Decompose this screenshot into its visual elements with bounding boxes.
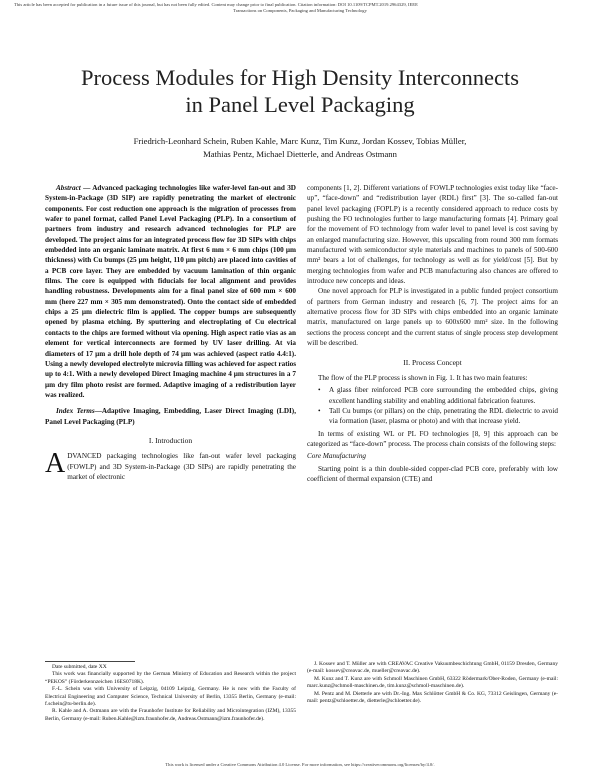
authors-line-1: Friedrich-Leonhard Schein, Ruben Kahle, Marc Kunz, Tim Kunz, Jordan Kossev, Tobias Müller, [133,136,467,146]
license-footer: This work is licensed under a Creative Commons Attribution 4.0 License. For more information, see https://creativecommons.org/licenses/by/4.0/. [165,762,435,767]
authors-line-2: Mathias Pentz, Michael Dietterle, and Andreas Ostmann [203,149,397,159]
footnote-rule [45,661,135,662]
index-terms [45,406,296,427]
footnotes-right [307,661,558,705]
section-heading-introduction: I. Introduction [148,435,193,445]
footnote: This work was financially supported by the German Ministry of Education and Research within the project “PEKOS” (Förderkennzeichen 16ES0718K). [45,671,296,685]
author-list [60,135,540,161]
feature-list [307,385,558,426]
footnote: J. Kossev and T. Müller are with CREAVAC Creative Vakuumbeschichtung GmbH, 01159 Dresden, Germany (e-mail: kossev@creavac.de, mueller@creavac.de). [307,661,558,675]
feature-list-item: • Tall Cu bumps (or pillars) on the chip, penetrating the RDL dielectric to avoid via formation (laser, plasma or photo) and with that increase yield. [329,406,558,427]
header-line-1: This article has been accepted for publication in a future issue of this journal, but has not been fully edited. Content may change prior to final publication. Citation information: DOI 10.1109/TCPMT.2019.2964329, IEEE [14,2,418,7]
abstract-label: Abstract [56,184,81,192]
left-column [45,183,296,482]
journal-header [14,2,586,15]
feature-list-item: • A glass fiber reinforced PCB core surrounding the embedded chips, giving excellent handling stability and enabling additional fabrication features. [329,385,558,406]
index-terms-text: —Adaptive Imaging, Embedding, Laser Direct Imaging (LDI), Panel Level Packaging (PLP) [45,407,296,426]
header-line-2: Transactions on Components, Packaging and Manufacturing Technology [233,8,367,14]
intro-text: DVANCED packaging technologies like fan-out wafer level packaging (FOWLP) and 3D System-in-Package (3D SIPs) are rapidly penetrating the market of electronic [67,452,296,481]
footnote: Date submitted, date XX [52,664,107,670]
footnote: M. Pentz and M. Dietterle are with Dr.-Ing. Max Schlötter GmbH & Co. KG, 73312 Geislingen, Germany (e-mail: pentz@schloetter.de, dietterle@schloetter.de). [307,690,558,705]
footnote: F.-L. Schein was with University of Leipzig, 04109 Leipzig, Germany. He is now with the Faculty of Electrical Engineering and Computer Science, Technical University of Berlin, 13355 Berlin, Germany (e-mail: f.schein@tu-berlin.de). [45,686,296,708]
subsection-heading-core-manufacturing: Core Manufacturing [307,452,367,461]
section-heading-process-concept: II. Process Concept [403,357,462,367]
process-concept-paragraph-2: In terms of existing WL or PL FO technologies [8, 9] this approach can be categorized as “face-down” process. The process chain consists of the following steps: [307,429,558,448]
abstract-text: — Advanced packaging technologies like wafer-level fan-out and 3D System-in-Package (3D SIP) are rapidly penetrating the market of electronic components. For cost reduction one approach is the migration of processes from wafer to panel format, called Panel Level Packaging (PLP). In a consortium of partners from industry and research advanced technologies for PLP are developed. The project aims for an integrated process flow for 3D SIPs with chips embedded into an organic laminate matrix. At first 6 mm × 6 mm chips (100 µm thickness) with Cu bumps (25 µm height, 110 µm pitch) are placed into cavities of a PCB core layer. They are embedded by vacuum lamination of thin organic films. The core is equipped with fiducials for local alignment and provides handling robustness. Developments aim for a final panel size of 600 mm × 600 mm (here 227 mm × 305 mm demonstrated). Onto the contact side of embedded chips a 25 µm dielectric film is applied. The copper bumps are subsequently opened by plasma etching. By sputtering and electroplating of Cu electrical contacts to the chips are formed without via opening. High aspect ratio vias as an element for vertical interconnects are formed by UV laser drilling. At via diameters of 17 µm a drill hole depth of 74 µm was achieved (aspect ratio 4.4:1). Using a newly developed electrolyte microvia filling was achieved for aspect ratios up to 4:1. With a newly developed Direct Imaging machine 4 µm structures in a 7 µm dry film photo resist are formed. Adaptive imaging of a redistribution layer was realized. [45,184,296,399]
paper-title [40,64,560,118]
footnotes-left [45,661,296,723]
footnote: M. Kunz and T. Kunz are with Schmoll Maschinen GmbH, 63322 Rödermark/Ober-Roden, Germany (e-mail: marc.kunz@schmoll-maschinen.de, tim.kunz@schmoll-maschinen.de). [307,675,558,690]
intro-paragraph-2: One novel approach for PLP is investigated in a public funded project consortium of partners from German industry and research [6, 7]. The project aims for an alternative process flow for 3D SIPs with chips embedded into an organic laminate matrix, manufactured on large panels up to 600x600 mm² size. In the following sections the process concept and the current status of single process step development will be described. [307,287,558,348]
title-line-2: in Panel Level Packaging [185,92,415,117]
footnote: R. Kahle and A. Ostmann are with the Fraunhofer Institute for Reliability and Microintegration (IZM), 13355 Berlin, Germany (e-mail: Ruben.Kahle@izm.fraunhofer.de, Andreas.Ostmann@izm.fraunhofer.de). [45,708,296,722]
index-terms-label: Index Terms [56,407,95,416]
intro-continued-paragraph: components [1, 2]. Different variations of FOWLP technologies exist today like “face-up”, “face-down” and “redistribution layer (RDL) first” [3]. The so-called fan-out panel level packaging (FOPLP) is a recently considered approach to reduce costs by pushing the FO technologies further to large manufacturing formats [4]. Primary goal for the movement of FO technology from wafer level to panel level is cost saving by an enlarged manufacturing size. However, this upscaling from round 300 mm formats manufactured with semiconductor style materials and machines to panels of 500-600 mm² bears a lot of challenges, for technology as well as for yield/cost [5]. But by merging technologies from wafer and PCB manufacturing also chances are offered to introduce new concepts and ideas. [307,184,558,286]
title-line-1: Process Modules for High Density Interconnects [80,65,520,90]
process-concept-paragraph-1: The flow of the PLP process is shown in Fig. 1. It has two main features: [318,373,528,382]
drop-cap: A [45,448,66,480]
intro-paragraph [45,448,296,482]
abstract [45,183,296,400]
right-column [307,183,558,484]
core-manufacturing-paragraph: Starting point is a thin double-sided copper-clad PCB core, preferably with low coefficient of thermal expansion (CTE) and [307,464,558,483]
